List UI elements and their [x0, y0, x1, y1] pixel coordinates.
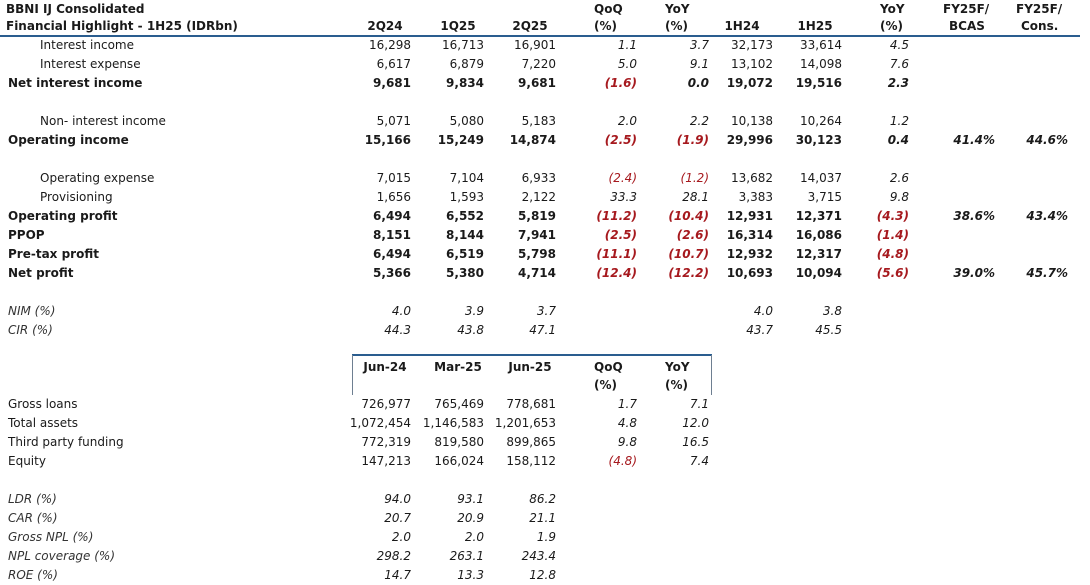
balance-cell: 7.1: [689, 397, 709, 411]
income-cell: (12.4): [596, 266, 637, 280]
income-row-label: CIR (%): [8, 323, 53, 337]
income-cell: 15,249: [437, 133, 484, 147]
income-row-label: Net interest income: [8, 76, 143, 90]
balance-cell: 20.9: [457, 511, 484, 525]
header-yoy2: YoY: [880, 2, 905, 16]
income-cell: (4.8): [876, 247, 909, 261]
balance-cell: 158,112: [506, 454, 556, 468]
income-cell: (2.4): [608, 171, 637, 185]
income-row-label: Operating income: [8, 133, 129, 147]
income-cell: (4.3): [876, 209, 909, 223]
income-cell: 6,494: [373, 209, 411, 223]
income-cell: 16,314: [726, 228, 773, 242]
income-cell: 2.6: [889, 171, 909, 185]
balance-cell: 1.7: [617, 397, 637, 411]
income-cell: 3,715: [807, 190, 842, 204]
header-jun24: Jun-24: [363, 360, 407, 374]
header-1h24: 1H24: [724, 19, 760, 33]
header-qoq-unit: (%): [594, 19, 617, 33]
header-yoy-unit: (%): [665, 19, 688, 33]
income-cell: 8,144: [446, 228, 484, 242]
income-cell: 43.7: [746, 323, 773, 337]
header-jun25: Jun-25: [508, 360, 552, 374]
income-cell: 9,681: [518, 76, 556, 90]
header-2q25: 2Q25: [512, 19, 548, 33]
income-cell: 32,173: [731, 38, 773, 52]
income-cell: 5.0: [617, 57, 637, 71]
income-cell: 1,593: [449, 190, 484, 204]
income-cell: 10,693: [726, 266, 773, 280]
income-cell: 33.3: [610, 190, 637, 204]
income-cell: 10,264: [800, 114, 842, 128]
income-cell: 43.4%: [1026, 209, 1068, 223]
income-cell: 7.6: [889, 57, 909, 71]
income-cell: 30,123: [795, 133, 842, 147]
income-cell: 5,080: [449, 114, 484, 128]
header-1h25: 1H25: [797, 19, 833, 33]
income-row-label: Operating profit: [8, 209, 118, 223]
balance-cell: 147,213: [361, 454, 411, 468]
income-cell: 2,122: [521, 190, 556, 204]
income-cell: 16,298: [369, 38, 411, 52]
income-cell: 9.1: [689, 57, 709, 71]
income-cell: (1.6): [604, 76, 637, 90]
income-cell: 2.0: [617, 114, 637, 128]
income-cell: (12.2): [668, 266, 709, 280]
income-cell: (2.5): [604, 228, 637, 242]
income-cell: 7,941: [518, 228, 556, 242]
balance-cell: 94.0: [384, 492, 411, 506]
income-cell: 13,102: [731, 57, 773, 71]
income-cell: (2.6): [676, 228, 709, 242]
balance-cell: 899,865: [506, 435, 556, 449]
income-cell: 3.9: [464, 304, 484, 318]
header-fy25-bcas: FY25F/: [943, 2, 990, 16]
balance-header-border-right: [711, 355, 712, 395]
balance-row-label: Equity: [8, 454, 46, 468]
balance-cell: 263.1: [449, 549, 484, 563]
balance-cell: 1.9: [536, 530, 556, 544]
income-cell: (10.7): [668, 247, 709, 261]
income-cell: (10.4): [668, 209, 709, 223]
income-cell: 33,614: [800, 38, 842, 52]
balance-row-label: LDR (%): [8, 492, 57, 506]
income-cell: 5,183: [521, 114, 556, 128]
income-cell: 7,104: [449, 171, 484, 185]
balance-row-label: Total assets: [8, 416, 79, 430]
income-row-label: Interest income: [40, 38, 135, 52]
income-cell: 39.0%: [953, 266, 995, 280]
income-row-label: Operating expense: [40, 171, 155, 185]
income-row-label: Net profit: [8, 266, 74, 280]
header-qoq: QoQ: [594, 2, 623, 16]
income-cell: 2.2: [689, 114, 709, 128]
header-yoy-bal-unit: (%): [665, 378, 688, 392]
balance-cell: 1,201,653: [494, 416, 556, 430]
balance-header-rule: [352, 354, 712, 356]
income-cell: 10,094: [795, 266, 842, 280]
balance-cell: 298.2: [376, 549, 411, 563]
balance-row-label: Third party funding: [8, 435, 124, 449]
income-cell: 4.0: [391, 304, 411, 318]
table-title-line1: BBNI IJ Consolidated: [6, 2, 145, 16]
income-cell: 14,874: [509, 133, 556, 147]
income-cell: 4.0: [753, 304, 773, 318]
income-cell: 3.8: [822, 304, 842, 318]
income-cell: 9,834: [446, 76, 484, 90]
balance-cell: 1,146,583: [422, 416, 484, 430]
balance-cell: 726,977: [361, 397, 411, 411]
income-cell: 16,901: [514, 38, 556, 52]
income-cell: 5,380: [446, 266, 484, 280]
balance-cell: 772,319: [361, 435, 411, 449]
balance-cell: 243.4: [521, 549, 556, 563]
header-1q25: 1Q25: [440, 19, 476, 33]
income-row-label: Provisioning: [40, 190, 113, 204]
income-cell: 4,714: [518, 266, 556, 280]
income-cell: 14,037: [800, 171, 842, 185]
income-row-label: NIM (%): [8, 304, 56, 318]
header-qoq-bal-unit: (%): [594, 378, 617, 392]
income-cell: 3.7: [689, 38, 709, 52]
balance-cell: 4.8: [617, 416, 637, 430]
income-cell: 43.8: [457, 323, 484, 337]
income-cell: 28.1: [682, 190, 709, 204]
header-qoq-bal: QoQ: [594, 360, 623, 374]
income-row-label: Non- interest income: [40, 114, 166, 128]
income-cell: (11.2): [596, 209, 637, 223]
income-cell: 38.6%: [953, 209, 995, 223]
income-cell: 16,086: [795, 228, 842, 242]
balance-row-label: ROE (%): [8, 568, 58, 582]
income-cell: (2.5): [604, 133, 637, 147]
header-fy25-cons: FY25F/: [1016, 2, 1063, 16]
income-cell: 6,879: [449, 57, 484, 71]
income-cell: 10,138: [731, 114, 773, 128]
income-cell: 15,166: [364, 133, 411, 147]
balance-cell: 7.4: [689, 454, 709, 468]
balance-cell: 13.3: [457, 568, 484, 582]
balance-cell: (4.8): [608, 454, 637, 468]
income-cell: 12,932: [726, 247, 773, 261]
income-cell: 6,519: [446, 247, 484, 261]
income-cell: 6,494: [373, 247, 411, 261]
income-cell: (1.2): [680, 171, 709, 185]
balance-cell: 16.5: [682, 435, 709, 449]
income-cell: 1,656: [376, 190, 411, 204]
income-cell: 4.5: [889, 38, 909, 52]
income-cell: (1.9): [676, 133, 709, 147]
balance-cell: 9.8: [617, 435, 637, 449]
income-cell: (5.6): [876, 266, 909, 280]
balance-row-label: NPL coverage (%): [8, 549, 116, 563]
income-row-label: Interest expense: [40, 57, 141, 71]
income-cell: 7,015: [376, 171, 411, 185]
income-cell: 1.1: [617, 38, 637, 52]
income-cell: 14,098: [800, 57, 842, 71]
income-cell: 9.8: [889, 190, 909, 204]
income-cell: 2.3: [887, 76, 909, 90]
income-cell: 16,713: [442, 38, 484, 52]
header-yoy2-unit: (%): [880, 19, 903, 33]
income-cell: 41.4%: [953, 133, 995, 147]
income-cell: 12,317: [795, 247, 842, 261]
income-cell: 3,383: [738, 190, 773, 204]
income-cell: 12,931: [726, 209, 773, 223]
income-cell: 3.7: [536, 304, 556, 318]
balance-cell: 2.0: [391, 530, 411, 544]
income-cell: 45.5: [815, 323, 842, 337]
income-cell: 6,552: [446, 209, 484, 223]
balance-cell: 21.1: [529, 511, 556, 525]
header-fy25-bcas-unit: BCAS: [949, 19, 985, 33]
header-yoy: YoY: [665, 2, 690, 16]
header-2q24: 2Q24: [367, 19, 403, 33]
income-cell: 7,220: [521, 57, 556, 71]
income-cell: 5,071: [376, 114, 411, 128]
balance-cell: 20.7: [384, 511, 411, 525]
income-cell: 5,366: [373, 266, 411, 280]
balance-cell: 1,072,454: [349, 416, 411, 430]
balance-cell: 12.8: [529, 568, 556, 582]
header-mar25: Mar-25: [434, 360, 482, 374]
balance-cell: 765,469: [434, 397, 484, 411]
balance-cell: 2.0: [464, 530, 484, 544]
header-yoy-bal: YoY: [665, 360, 690, 374]
income-cell: 6,933: [521, 171, 556, 185]
header-fy25-cons-unit: Cons.: [1021, 19, 1059, 33]
income-cell: 5,819: [518, 209, 556, 223]
income-cell: 19,072: [726, 76, 773, 90]
table-title-line2: Financial Highlight - 1H25 (IDRbn): [6, 19, 238, 33]
balance-cell: 166,024: [434, 454, 484, 468]
income-cell: 1.2: [889, 114, 909, 128]
balance-cell: 93.1: [457, 492, 484, 506]
income-cell: 47.1: [529, 323, 556, 337]
balance-row-label: Gross loans: [8, 397, 78, 411]
income-cell: 8,151: [373, 228, 411, 242]
balance-row-label: CAR (%): [8, 511, 58, 525]
income-cell: 5,798: [518, 247, 556, 261]
balance-cell: 86.2: [529, 492, 556, 506]
income-cell: 45.7%: [1026, 266, 1068, 280]
income-cell: 6,617: [376, 57, 411, 71]
income-row-label: Pre-tax profit: [8, 247, 99, 261]
income-cell: 13,682: [731, 171, 773, 185]
balance-row-label: Gross NPL (%): [8, 530, 94, 544]
income-cell: 9,681: [373, 76, 411, 90]
balance-cell: 778,681: [506, 397, 556, 411]
balance-cell: 12.0: [682, 416, 709, 430]
income-cell: 44.6%: [1026, 133, 1068, 147]
income-row-label: PPOP: [8, 228, 45, 242]
income-cell: 12,371: [795, 209, 842, 223]
income-cell: (11.1): [596, 247, 637, 261]
balance-cell: 819,580: [434, 435, 484, 449]
balance-header-border-left: [352, 355, 353, 395]
income-cell: 44.3: [384, 323, 411, 337]
income-cell: 0.4: [887, 133, 909, 147]
income-cell: 19,516: [795, 76, 842, 90]
income-cell: 0.0: [687, 76, 709, 90]
income-cell: 29,996: [726, 133, 773, 147]
income-cell: (1.4): [876, 228, 909, 242]
balance-cell: 14.7: [384, 568, 411, 582]
